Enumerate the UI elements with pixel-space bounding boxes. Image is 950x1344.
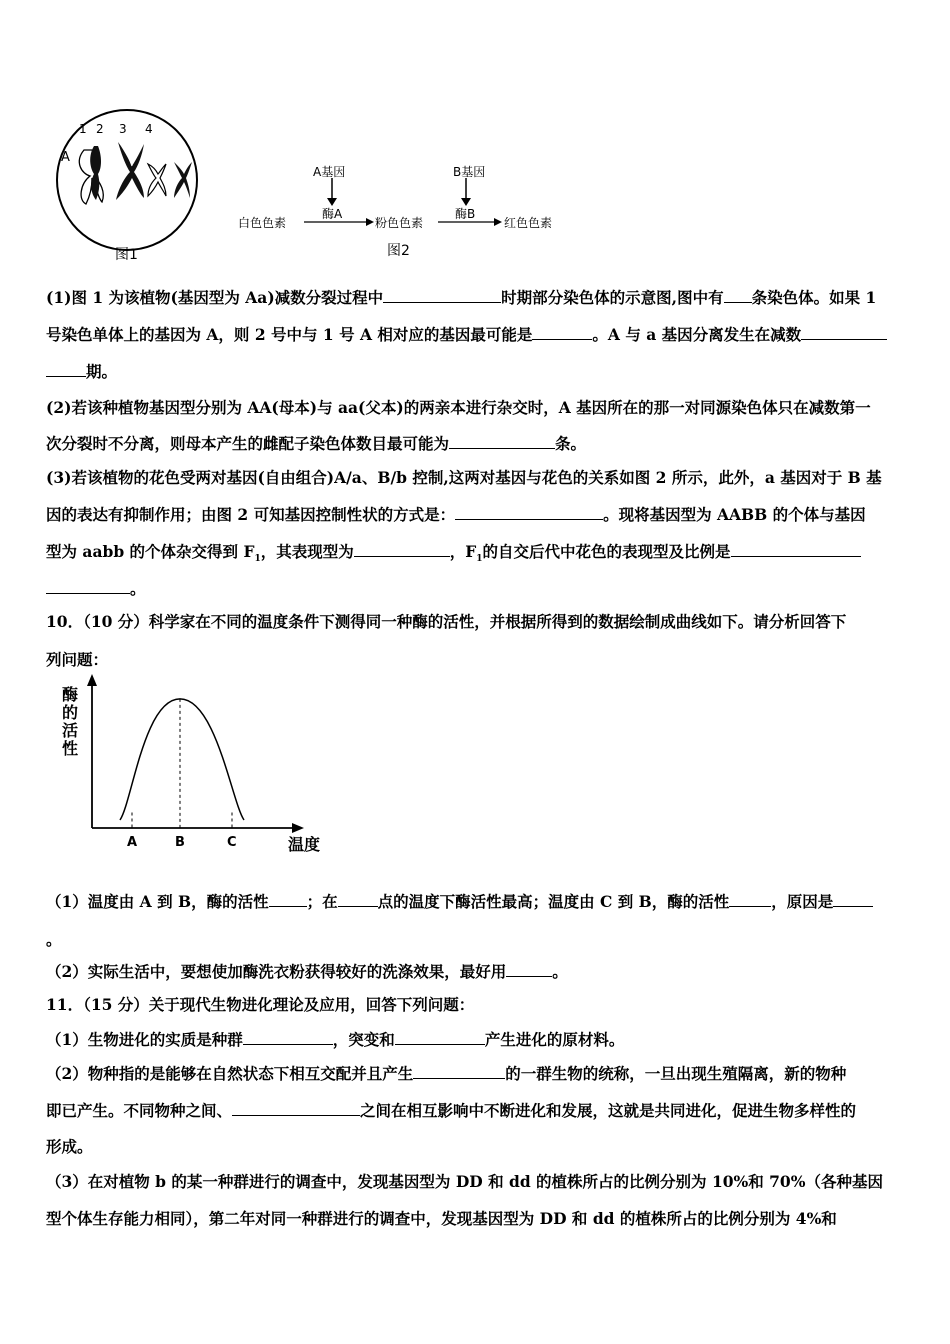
q9-part3-line3: 型为 aabb 的个体杂交得到 $F_1$，其表现型为 ，$F_1$的自交后代中花色的表现型及比例是 <box>46 542 861 569</box>
figure2-pathway-arrows <box>290 176 510 228</box>
q9-part2-line1: (2)若该种植物基因型分别为 AA(母本)与 aa(父本)的两亲本进行杂交时，A 基因所在的那一对同源染色体只在减数第一 <box>46 398 871 417</box>
chromosome-number-2: 2 <box>96 122 104 136</box>
q9-part2-line2: 次分裂时不分离，则母本产生的雌配子染色体数目最可能为 条。 <box>46 434 587 453</box>
q11-sub2-line1: （2）物种指的是能够在自然状态下相互交配并且产生 的一群生物的统称，一旦出现生殖隔离，新的物种 <box>46 1064 847 1083</box>
q10-stem-line2: 列问题： <box>46 650 109 669</box>
tick-label-c: C <box>227 835 237 850</box>
q11-sub3-line1: （3）在对植物 b 的某一种群进行的调查中，发现基因型为 DD 和 dd 的植株所占的比例分别为 10%和 70%（各种基因 <box>46 1172 883 1191</box>
activity-curve <box>120 699 244 820</box>
figure1-chromosome-diagram <box>44 112 214 264</box>
gene-label-a: A <box>61 150 70 165</box>
y-axis-arrow <box>87 674 97 686</box>
q9-part3-line1: (3)若该植物的花色受两对基因(自由组合)A/a、B/b 控制,这两对基因与花色的关系如图 2 所示，此外，a 基因对于 B 基 <box>46 468 882 487</box>
q9-part3-line4: 。 <box>46 579 146 599</box>
y-axis-label-char: 活 <box>62 721 79 740</box>
x-axis-label: 温度 <box>288 835 321 854</box>
y-axis-label-char: 酶 <box>62 685 79 704</box>
figure2-caption: 图2 <box>387 243 410 259</box>
tick-label-b: B <box>175 835 185 850</box>
q11-sub2-line3: 形成。 <box>46 1137 93 1156</box>
q9-part1-line1: (1)图 1 为该植物(基因型为 Aa)减数分裂过程中 时期部分染色体的示意图,图中有 条染色体。如果 1 <box>46 288 877 307</box>
y-axis-label-char: 的 <box>62 703 79 722</box>
white-pigment-label: 白色色素 <box>238 216 287 230</box>
enzyme-activity-chart <box>56 682 321 862</box>
y-axis-label-char: 性 <box>62 739 79 758</box>
enzyme-b-label: 酶B <box>455 207 476 221</box>
chromosome-number-3: 3 <box>119 122 127 136</box>
q9-part1-line2: 号染色单体上的基因为 A，则 2 号中与 1 号 A 相对应的基因最可能是 。A 与 a 基因分离发生在减数 <box>46 325 887 345</box>
figure1-caption: 图1 <box>115 247 138 263</box>
x-axis-arrow <box>292 823 304 833</box>
tick-label-a: A <box>127 835 138 850</box>
gene-b-label: B基因 <box>453 165 486 179</box>
chromosome-pair-1-2 <box>79 146 103 204</box>
chromosome-number-1: 1 <box>79 122 87 136</box>
gene-a-label: A基因 <box>313 165 346 179</box>
q10-sub1-line2: 。 <box>46 930 62 949</box>
q9-part3-line2: 因的表达有抑制作用；由图 2 可知基因控制性状的方式是： 。现将基因型为 AABB 的个体与基因 <box>46 505 866 524</box>
enzyme-a-label: 酶A <box>322 207 343 221</box>
q11-sub2-line2: 即已产生。不同物种之间、 之间在相互影响中不断进化和发展，这就是共同进化，促进生物多样性的 <box>46 1101 857 1120</box>
pink-pigment-label: 粉色色素 <box>375 216 424 230</box>
q10-stem-line1: 10．（10 分）科学家在不同的温度条件下测得同一种酶的活性，并根据所得到的数据绘制成曲线如下。请分析回答下 <box>46 612 847 631</box>
chromosome-number-4: 4 <box>145 122 153 136</box>
q11-sub3-line2: 型个体生存能力相同），第二年对同一种群进行的调查中，发现基因型为 DD 和 dd 的植株所占的比例分别为 4%和 <box>46 1209 837 1228</box>
q9-part1-line3: 期。 <box>46 362 117 382</box>
q11-stem: 11．（15 分）关于现代生物进化理论及应用，回答下列问题： <box>46 995 475 1014</box>
q10-sub2: （2）实际生活中，要想使加酶洗衣粉获得较好的洗涤效果，最好用 。 <box>46 962 568 981</box>
chromosome-small-dark <box>174 162 192 198</box>
chromosome-pair-3-4 <box>116 142 144 200</box>
chromosome-small-white <box>148 164 166 196</box>
red-pigment-label: 红色色素 <box>504 216 553 230</box>
q11-sub1: （1）生物进化的实质是种群 ，突变和 产生进化的原材料。 <box>46 1030 625 1049</box>
q10-sub1-line1: （1）温度由 A 到 B，酶的活性 ；在 点的温度下酶活性最高；温度由 C 到 B，酶的活性 ，原因是 <box>46 892 873 912</box>
